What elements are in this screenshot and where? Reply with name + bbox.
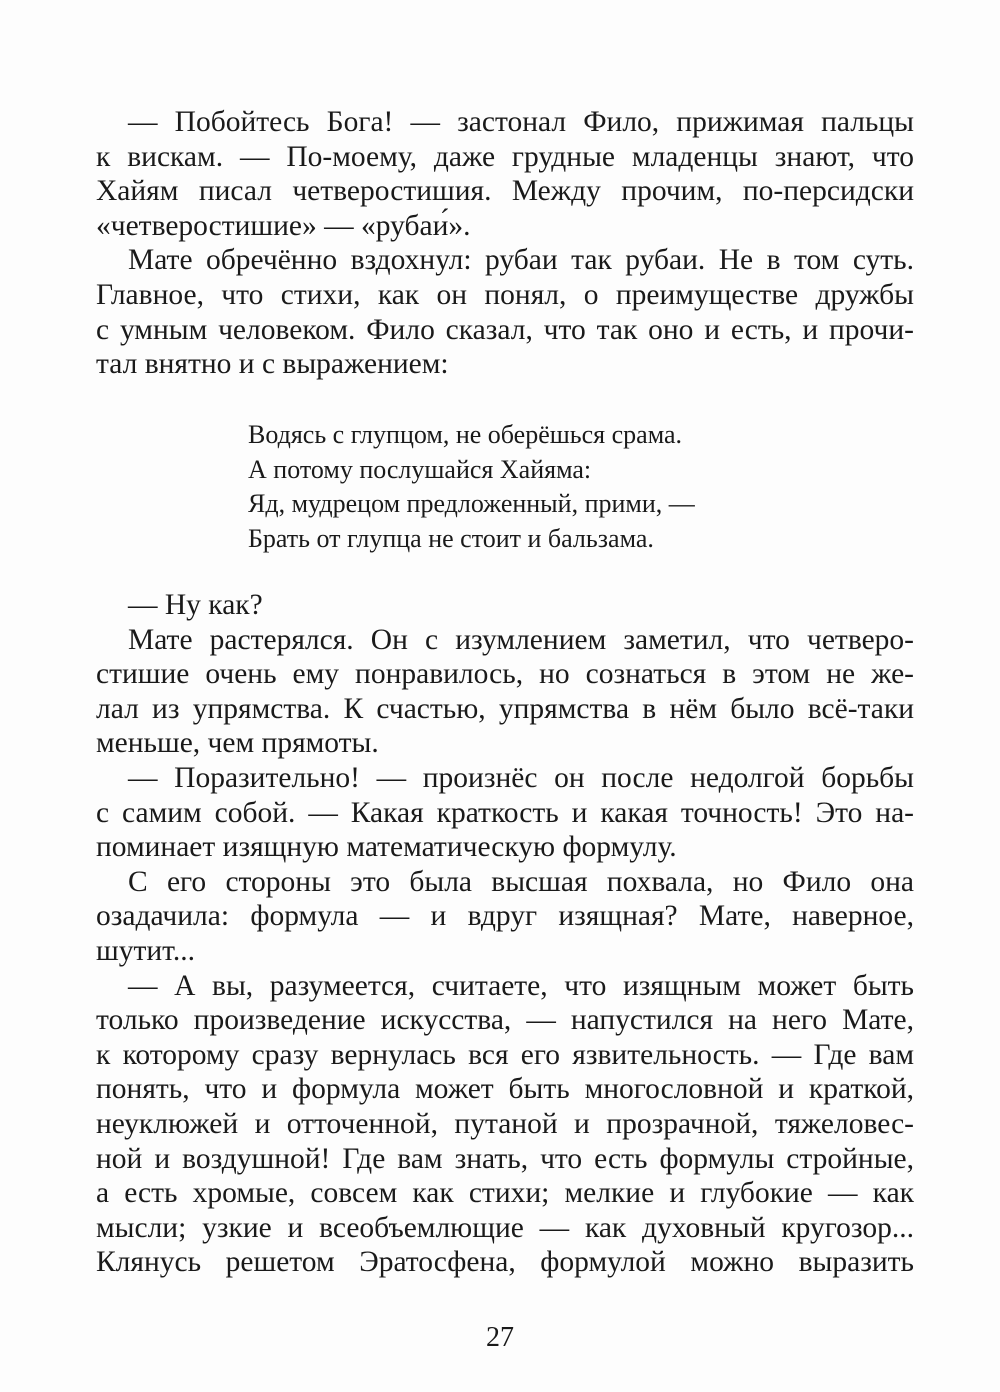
text-line: неуклюжей и отточенной, путаной и прозрачной, тяжеловес- bbox=[96, 1107, 914, 1140]
text-line: только произведение искусства, — напустился на него Мате, bbox=[96, 1004, 914, 1037]
text-line: мысли; узкие и всеобъемлющие — как духовный кругозор... bbox=[96, 1211, 914, 1244]
poem-line: Водясь с глупцом, не оберёшься срама. bbox=[248, 420, 683, 449]
text-line: ной и воздушной! Где вам знать, что есть формулы стройные, bbox=[96, 1142, 914, 1175]
text-line: тал внятно и с выражением: bbox=[96, 348, 449, 381]
poem-line: Яд, мудрецом предложенный, прими, — bbox=[248, 489, 695, 519]
text-line: понять, что и формула может быть многословной и краткой, bbox=[96, 1073, 914, 1106]
text-line: с самим собой. — Какая краткость и какая точность! Это на- bbox=[96, 796, 914, 829]
text-line: Клянусь решетом Эратосфена, формулой можно выразить bbox=[96, 1246, 914, 1279]
text-line: а есть хромые, совсем как стихи; мелкие и глубокие — как bbox=[96, 1177, 914, 1210]
page-number: 27 bbox=[486, 1322, 514, 1353]
text-line: лал из упрямства. К счастью, упрямства в нём было всё-таки bbox=[96, 692, 914, 725]
text-line: стишие очень ему понравилось, но сознаться в этом не же- bbox=[96, 658, 914, 691]
text-line: — Побойтесь Бога! — застонал Фило, прижимая пальцы bbox=[128, 106, 914, 138]
poem-line: А потому послушайся Хайяма: bbox=[248, 454, 592, 484]
text-line: шутит... bbox=[96, 934, 195, 967]
text-line: — Поразительно! — произнёс он после недолгой борьбы bbox=[128, 761, 914, 794]
text-line: «четверостишие» — «рубаи́». bbox=[96, 209, 471, 242]
text-line: озадачила: формула — и вдруг изящная? Мате, наверное, bbox=[96, 900, 914, 933]
poem-line: Брать от глупца не стоит и бальзама. bbox=[248, 523, 654, 553]
poem-quatrain bbox=[248, 418, 695, 556]
text-line: Мате растерялся. Он с изумлением заметил, что четверо- bbox=[128, 623, 914, 656]
text-block-1 bbox=[96, 105, 914, 382]
text-line: поминает изящную математическую формулу. bbox=[96, 831, 677, 864]
text-line: с умным человеком. Фило сказал, что так оно и есть, и прочи- bbox=[96, 313, 914, 346]
text-line: Главное, что стихи, как он понял, о преимуществе дружбы bbox=[96, 278, 914, 311]
text-block-2 bbox=[96, 588, 914, 1280]
text-line: к которому сразу вернулась вся его язвительность. — Где вам bbox=[96, 1038, 914, 1071]
text-line: — А вы, разумеется, считаете, что изящным может быть bbox=[128, 969, 914, 1002]
text-line: Хайям писал четверостишия. Между прочим, по-персидски bbox=[96, 175, 914, 208]
text-line: к вискам. — По-моему, даже грудные младенцы знают, что bbox=[96, 140, 914, 173]
text-line: Мате обречённо вздохнул: рубаи так рубаи. Не в том суть. bbox=[128, 244, 914, 277]
text-line: — Ну как? bbox=[128, 589, 263, 621]
text-line: меньше, чем прямоты. bbox=[96, 727, 379, 760]
text-line: С его стороны это была высшая похвала, но Фило она bbox=[128, 865, 914, 898]
